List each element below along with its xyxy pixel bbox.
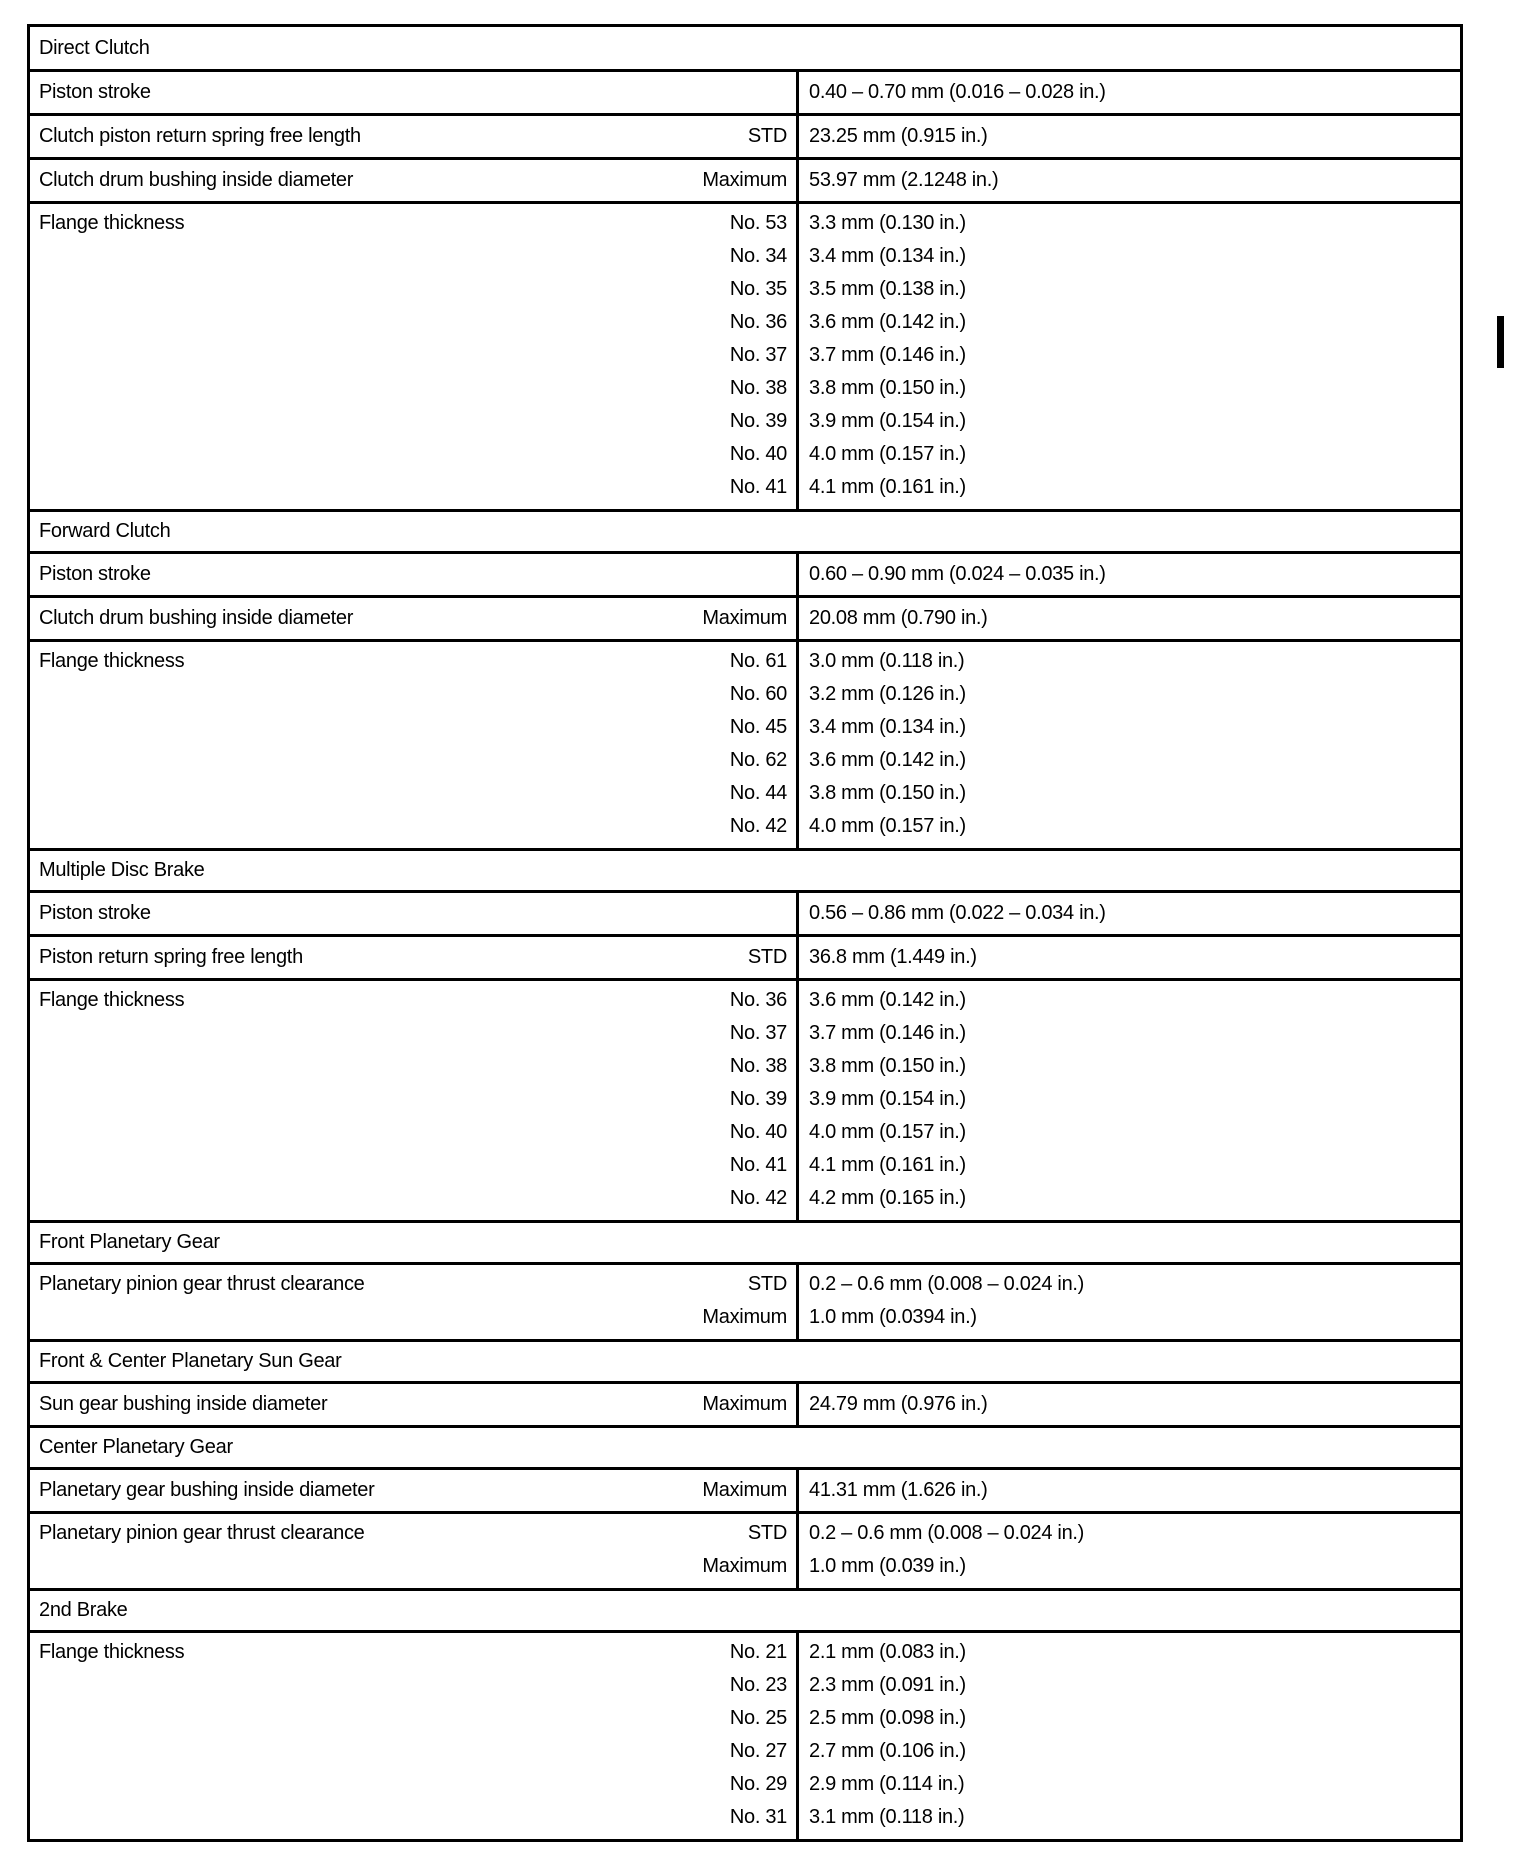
spec-item-label: Piston stroke [39, 902, 151, 924]
spec-qualifier: Maximum [702, 1555, 787, 1577]
spec-value-cell [799, 1265, 1460, 1339]
spec-qualifier: No. 39 [729, 1088, 787, 1110]
spec-qualifier: No. 53 [729, 212, 787, 234]
spec-value: 3.6 mm (0.142 in.) [809, 749, 966, 771]
spec-value: 1.0 mm (0.039 in.) [809, 1555, 966, 1577]
spec-row [30, 1467, 1460, 1511]
spec-value: 41.31 mm (1.626 in.) [809, 1479, 988, 1501]
spec-value: 3.3 mm (0.130 in.) [809, 212, 966, 234]
spec-value: 20.08 mm (0.790 in.) [809, 607, 988, 629]
spec-item-cell [30, 937, 799, 978]
spec-value: 3.1 mm (0.118 in.) [809, 1806, 965, 1828]
revision-margin-bar [1497, 316, 1504, 368]
spec-row [30, 113, 1460, 157]
spec-item-cell [30, 981, 799, 1220]
spec-value: 36.8 mm (1.449 in.) [809, 946, 977, 968]
spec-item-cell [30, 1633, 799, 1839]
spec-item-cell [30, 116, 799, 157]
spec-value-cell [799, 160, 1460, 201]
spec-row [30, 69, 1460, 113]
spec-row [30, 1381, 1460, 1425]
spec-value: 3.6 mm (0.142 in.) [809, 989, 966, 1011]
spec-value: 3.8 mm (0.150 in.) [809, 377, 966, 399]
spec-value: 3.7 mm (0.146 in.) [809, 1022, 966, 1044]
spec-value: 2.7 mm (0.106 in.) [809, 1740, 966, 1762]
spec-qualifier: No. 36 [729, 989, 787, 1011]
spec-value: 2.9 mm (0.114 in.) [809, 1773, 965, 1795]
spec-qualifier: Maximum [702, 607, 787, 629]
spec-item-cell [30, 1265, 799, 1339]
spec-value-cell [799, 642, 1460, 848]
spec-item-cell [30, 160, 799, 201]
spec-value-cell [799, 893, 1460, 934]
spec-row [30, 890, 1460, 934]
spec-row [30, 201, 1460, 509]
spec-item-cell [30, 204, 799, 509]
spec-qualifier: No. 31 [729, 1806, 787, 1828]
spec-value-cell [799, 204, 1460, 509]
spec-item-label: Piston stroke [39, 563, 151, 585]
spec-item-label: Piston stroke [39, 81, 151, 103]
spec-qualifier: No. 27 [729, 1740, 787, 1762]
spec-qualifier: No. 25 [729, 1707, 787, 1729]
spec-item-cell [30, 642, 799, 848]
spec-value: 0.2 – 0.6 mm (0.008 – 0.024 in.) [809, 1273, 1085, 1295]
section-header [30, 848, 1460, 890]
spec-item-label: Flange thickness [39, 1641, 185, 1663]
spec-item-cell [30, 893, 799, 934]
spec-qualifier: STD [747, 1273, 787, 1295]
spec-row [30, 551, 1460, 595]
spec-qualifier: No. 41 [729, 1154, 787, 1176]
spec-value: 3.7 mm (0.146 in.) [809, 344, 966, 366]
spec-item-label: Piston return spring free length [39, 946, 303, 968]
spec-qualifier: No. 42 [729, 815, 787, 837]
spec-item-cell [30, 1470, 799, 1511]
spec-value: 4.1 mm (0.161 in.) [809, 1154, 966, 1176]
spec-qualifier: No. 23 [729, 1674, 787, 1696]
section-header [30, 509, 1460, 551]
spec-value: 4.2 mm (0.165 in.) [809, 1187, 966, 1209]
spec-item-label: Planetary pinion gear thrust clearance [39, 1522, 365, 1544]
spec-value: 3.0 mm (0.118 in.) [809, 650, 965, 672]
spec-item-label: Flange thickness [39, 989, 185, 1011]
spec-qualifier: No. 41 [729, 476, 787, 498]
spec-row [30, 934, 1460, 978]
spec-value: 2.5 mm (0.098 in.) [809, 1707, 966, 1729]
spec-table [27, 24, 1463, 1842]
spec-qualifier: Maximum [702, 169, 787, 191]
section-title: Center Planetary Gear [39, 1436, 233, 1458]
section-title: Multiple Disc Brake [39, 859, 205, 881]
spec-item-cell [30, 598, 799, 639]
spec-value: 1.0 mm (0.0394 in.) [809, 1306, 977, 1328]
spec-qualifier: No. 42 [729, 1187, 787, 1209]
section-title: Front Planetary Gear [39, 1231, 220, 1253]
spec-row [30, 595, 1460, 639]
spec-value-cell [799, 554, 1460, 595]
spec-qualifier: No. 40 [729, 443, 787, 465]
spec-value: 4.0 mm (0.157 in.) [809, 1121, 966, 1143]
spec-qualifier: No. 60 [729, 683, 787, 705]
section-header [30, 27, 1460, 69]
spec-value: 4.0 mm (0.157 in.) [809, 443, 966, 465]
section-header [30, 1220, 1460, 1262]
spec-value-cell [799, 1384, 1460, 1425]
spec-value: 0.60 – 0.90 mm (0.024 – 0.035 in.) [809, 563, 1106, 585]
spec-value: 53.97 mm (2.1248 in.) [809, 169, 999, 191]
spec-value: 4.0 mm (0.157 in.) [809, 815, 966, 837]
spec-value: 3.4 mm (0.134 in.) [809, 245, 966, 267]
spec-row [30, 639, 1460, 848]
spec-qualifier: No. 44 [729, 782, 787, 804]
spec-qualifier: No. 38 [729, 377, 787, 399]
spec-qualifier: STD [747, 125, 787, 147]
spec-value-cell [799, 981, 1460, 1220]
section-header [30, 1339, 1460, 1381]
spec-item-label: Planetary gear bushing inside diameter [39, 1479, 375, 1501]
spec-value-cell [799, 1633, 1460, 1839]
spec-value: 3.8 mm (0.150 in.) [809, 1055, 966, 1077]
spec-row [30, 157, 1460, 201]
spec-value: 2.3 mm (0.091 in.) [809, 1674, 966, 1696]
spec-item-label: Planetary pinion gear thrust clearance [39, 1273, 365, 1295]
spec-value-cell [799, 1470, 1460, 1511]
spec-item-label: Sun gear bushing inside diameter [39, 1393, 328, 1415]
spec-value: 0.40 – 0.70 mm (0.016 – 0.028 in.) [809, 81, 1106, 103]
spec-value-cell [799, 72, 1460, 113]
spec-qualifier: No. 40 [729, 1121, 787, 1143]
spec-value: 3.9 mm (0.154 in.) [809, 1088, 966, 1110]
spec-value: 24.79 mm (0.976 in.) [809, 1393, 988, 1415]
spec-qualifier: No. 39 [729, 410, 787, 432]
spec-qualifier: No. 36 [729, 311, 787, 333]
spec-item-cell [30, 1514, 799, 1588]
spec-value-cell [799, 598, 1460, 639]
spec-value: 0.2 – 0.6 mm (0.008 – 0.024 in.) [809, 1522, 1085, 1544]
spec-item-label: Clutch drum bushing inside diameter [39, 169, 354, 191]
spec-item-cell [30, 72, 799, 113]
spec-item-label: Flange thickness [39, 650, 185, 672]
spec-value: 23.25 mm (0.915 in.) [809, 125, 988, 147]
spec-value: 3.8 mm (0.150 in.) [809, 782, 966, 804]
spec-value: 3.9 mm (0.154 in.) [809, 410, 966, 432]
spec-value: 4.1 mm (0.161 in.) [809, 476, 966, 498]
spec-item-label: Flange thickness [39, 212, 185, 234]
spec-qualifier: No. 37 [729, 1022, 787, 1044]
spec-value: 3.4 mm (0.134 in.) [809, 716, 966, 738]
spec-value-cell [799, 116, 1460, 157]
spec-qualifier: No. 34 [729, 245, 787, 267]
section-title: Front & Center Planetary Sun Gear [39, 1350, 342, 1372]
spec-qualifier: STD [747, 1522, 787, 1544]
spec-row [30, 1511, 1460, 1588]
spec-row [30, 1262, 1460, 1339]
spec-qualifier: No. 37 [729, 344, 787, 366]
spec-value-cell [799, 1514, 1460, 1588]
spec-qualifier: Maximum [702, 1306, 787, 1328]
spec-value: 3.2 mm (0.126 in.) [809, 683, 966, 705]
section-header [30, 1588, 1460, 1630]
section-title: Direct Clutch [39, 36, 150, 59]
spec-value: 2.1 mm (0.083 in.) [809, 1641, 966, 1663]
section-title: 2nd Brake [39, 1599, 128, 1621]
spec-qualifier: No. 21 [729, 1641, 787, 1663]
section-header [30, 1425, 1460, 1467]
spec-qualifier: Maximum [702, 1479, 787, 1501]
spec-item-label: Clutch piston return spring free length [39, 125, 361, 147]
spec-value: 3.5 mm (0.138 in.) [809, 278, 966, 300]
spec-qualifier: STD [747, 946, 787, 968]
spec-qualifier: No. 29 [729, 1773, 787, 1795]
spec-item-label: Clutch drum bushing inside diameter [39, 607, 354, 629]
spec-qualifier: No. 62 [729, 749, 787, 771]
spec-value-cell [799, 937, 1460, 978]
spec-row [30, 1630, 1460, 1839]
spec-qualifier: No. 61 [729, 650, 787, 672]
spec-qualifier: Maximum [702, 1393, 787, 1415]
spec-value: 0.56 – 0.86 mm (0.022 – 0.034 in.) [809, 902, 1106, 924]
spec-row [30, 978, 1460, 1220]
spec-value: 3.6 mm (0.142 in.) [809, 311, 966, 333]
spec-qualifier: No. 35 [729, 278, 787, 300]
spec-qualifier: No. 38 [729, 1055, 787, 1077]
section-title: Forward Clutch [39, 520, 171, 542]
spec-qualifier: No. 45 [729, 716, 787, 738]
spec-item-cell [30, 1384, 799, 1425]
spec-item-cell [30, 554, 799, 595]
